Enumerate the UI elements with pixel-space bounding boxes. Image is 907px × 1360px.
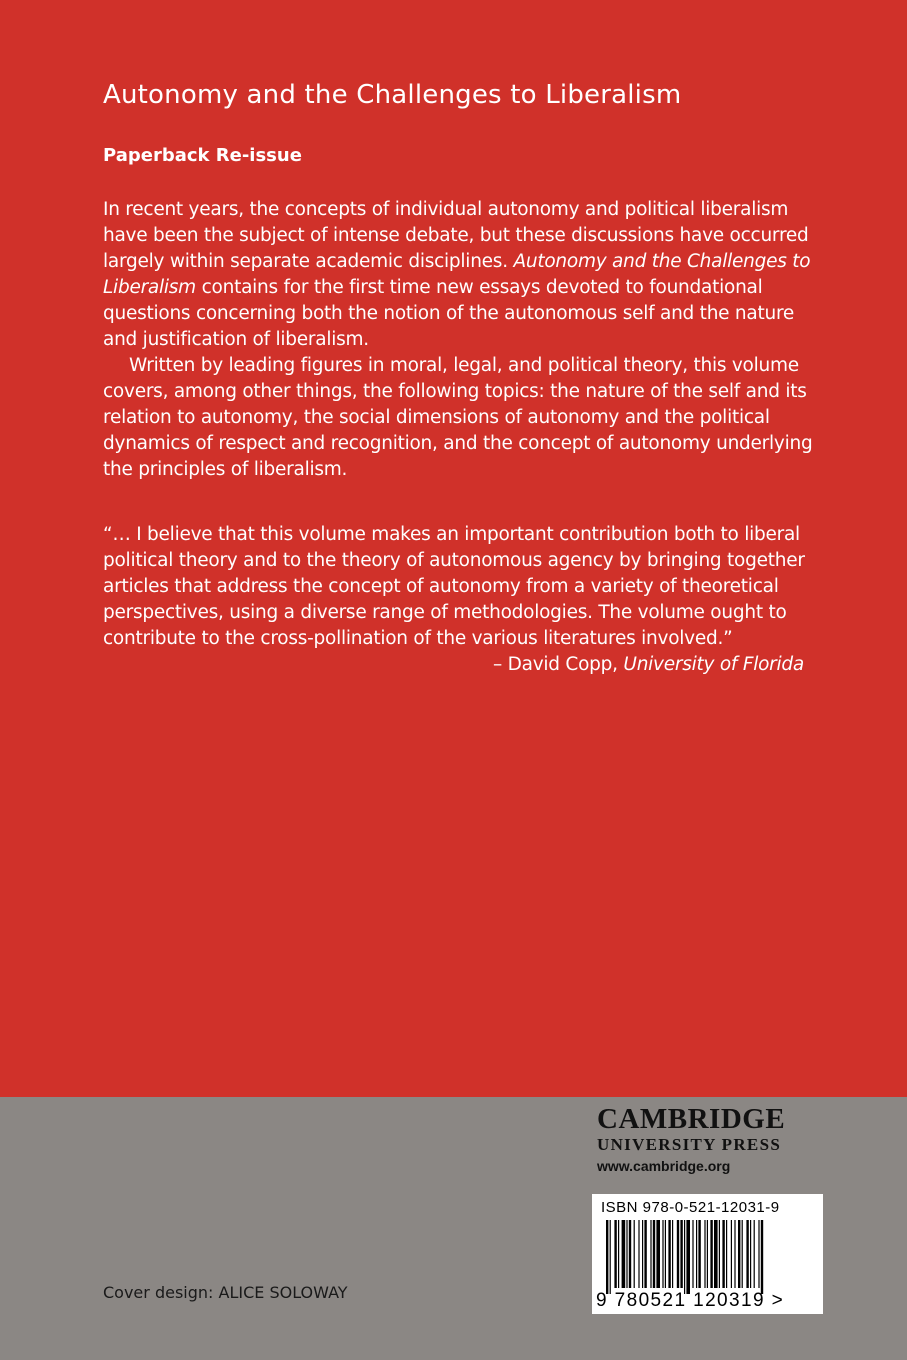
publisher-url: www.cambridge.org [597, 1158, 731, 1174]
barcode-bar [707, 1220, 708, 1288]
barcode-bar [758, 1220, 759, 1288]
barcode-bar [618, 1220, 619, 1288]
description [103, 197, 823, 483]
publisher-logo [597, 1103, 825, 1177]
barcode-bar [684, 1220, 685, 1294]
barcode-bar [662, 1220, 663, 1288]
endorsement-quote: “… I believe that this volume makes an important contribution both to liberal political theory and to the theory of autonomous agency by bringing together articles that address the concept of autonomy from a variety of theoretical perspectives, using a diverse range of methodologies. The volume ought to contribute to the cross-pollination of the various literatures involved.” [103, 524, 805, 649]
barcode-bar [692, 1220, 693, 1288]
endorsement-attribution: – David Copp, University of Florida [492, 654, 804, 675]
barcode-bar [614, 1220, 616, 1288]
barcode-bar [653, 1220, 655, 1288]
barcode-bar [731, 1220, 732, 1288]
barcode-bar [722, 1220, 724, 1288]
barcode-bar [696, 1220, 697, 1288]
barcode-bar [672, 1220, 673, 1288]
barcode-bar [638, 1220, 639, 1288]
title-italic: Autonomy and the Challenges to Liberalism [103, 251, 811, 298]
barcode-bar [761, 1220, 763, 1294]
barcode-bar [698, 1220, 700, 1288]
description-paragraph-2: Written by leading figures in moral, legal, and political theory, this volume covers, among other things, the following topics: the nature of the self and its relation to autonomy, the social dimensions of autonomy and the political dynamics of respect and recognition, and the concept of autonomy underlying the principles of liberalism. [103, 355, 813, 480]
barcode-bar [677, 1220, 679, 1288]
barcode-bar [750, 1220, 751, 1288]
publisher-name: CAMBRIDGE [597, 1103, 786, 1135]
barcode-bar [686, 1220, 690, 1294]
barcode-bar [704, 1220, 705, 1288]
barcode-bar [714, 1220, 718, 1288]
description-paragraph-1: In recent years, the concepts of individual autonomy and political liberalism have been the subject of intense debate, but these discussions have occurred largely within separate academic disciplines. Autonomy and the Challenges to Liberalism contains for the first time new essays devoted to foundational questions concerning both the notion of the autonomous self and the nature and justification of liberalism. [103, 199, 811, 350]
edition-label: Paperback Re-issue [103, 145, 302, 166]
barcode-bar [726, 1220, 727, 1288]
barcode-bar [742, 1220, 743, 1288]
barcode-bar [668, 1220, 670, 1288]
barcode-bar [642, 1220, 643, 1288]
barcode-bar [610, 1220, 611, 1294]
barcode-bar [665, 1220, 666, 1288]
barcode-bar [738, 1220, 740, 1288]
barcode-bar [622, 1220, 626, 1288]
barcode-bar [680, 1220, 682, 1288]
barcode-bar [650, 1220, 651, 1288]
isbn-digits: 9 780521 120319 > [596, 1290, 785, 1311]
isbn-barcode-box [592, 1194, 823, 1314]
barcode-bar [734, 1220, 735, 1288]
barcode-bar [719, 1220, 720, 1288]
barcode-bar [754, 1220, 755, 1288]
barcode-bar [629, 1220, 631, 1288]
barcode-bar [606, 1220, 608, 1294]
book-title: Autonomy and the Challenges to Liberalism [103, 80, 682, 110]
barcode-bar [644, 1220, 646, 1288]
isbn-label: ISBN 978-0-521-12031-9 [601, 1199, 780, 1216]
barcode-bar [634, 1220, 635, 1288]
barcode-bar [710, 1220, 712, 1288]
barcode-bar [656, 1220, 660, 1288]
barcode-bar [746, 1220, 748, 1288]
barcode-bar [626, 1220, 627, 1288]
publisher-subname: UNIVERSITY PRESS [597, 1135, 782, 1154]
cover-credit: Cover design: ALICE SOLOWAY [103, 1283, 348, 1302]
endorsement [103, 522, 823, 678]
